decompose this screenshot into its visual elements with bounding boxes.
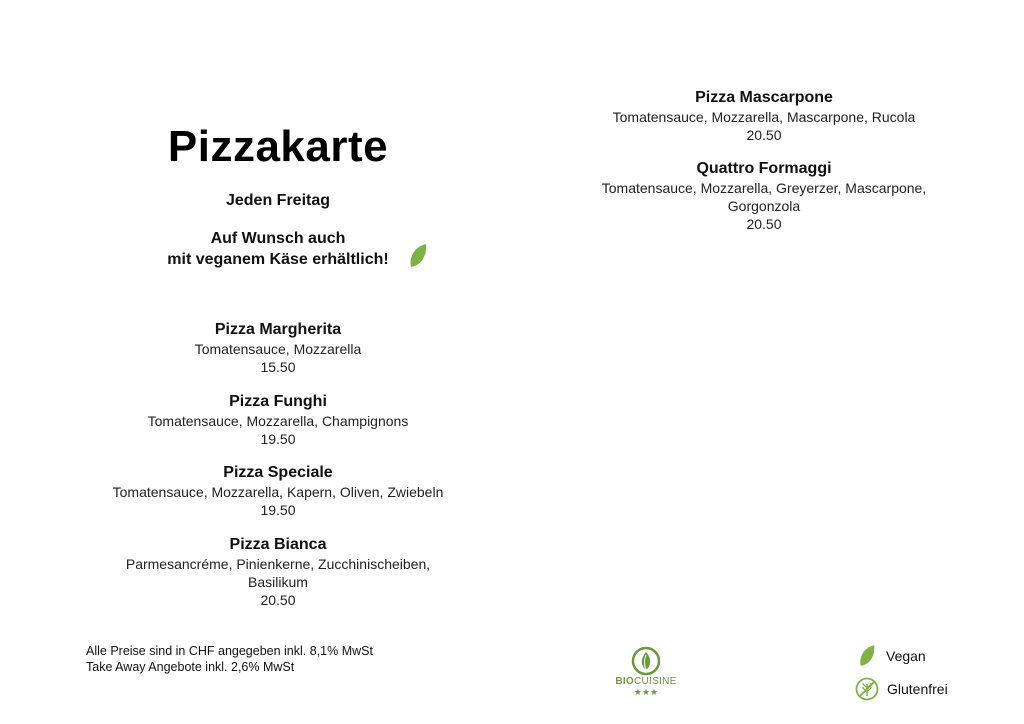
item-price: 20.50: [746, 127, 782, 143]
vegan-note-line2: mit veganem Käse erhältlich!: [167, 251, 389, 268]
item-desc: Tomatensauce, Mozzarella: [194, 341, 362, 357]
item-name: Pizza Funghi: [229, 393, 327, 410]
bio-stars: ★★★: [633, 687, 659, 697]
item-desc: Tomatensauce, Mozzarella, Mascarpone, Rucola: [612, 109, 916, 125]
item-price: 15.50: [260, 359, 296, 375]
page-title: Pizzakarte: [167, 122, 389, 171]
price-footnote: [86, 644, 373, 675]
item-desc: Tomatensauce, Mozzarella, Champignons: [147, 413, 409, 429]
item-desc: Basilikum: [248, 574, 308, 590]
bio-word: BIO: [615, 676, 634, 687]
menu-item: [80, 392, 476, 448]
menu-item: [576, 159, 952, 233]
bio-fine-print: [606, 697, 686, 701]
item-desc: Tomatensauce, Mozzarella, Kapern, Oliven, Zwiebeln: [112, 484, 444, 500]
menu-item: [80, 535, 476, 609]
item-desc: Gorgonzola: [727, 198, 801, 214]
item-price: 20.50: [746, 216, 782, 232]
legend-glutenfree: [855, 677, 948, 701]
item-name: Pizza Speciale: [223, 464, 333, 481]
item-desc: Tomatensauce, Mozzarella, Greyerzer, Mascarpone,: [601, 180, 927, 196]
item-name: Pizza Margherita: [214, 321, 342, 338]
bio-cuisine-label: [606, 676, 686, 687]
item-desc: Parmesancréme, Pinienkerne, Zucchinischeiben,: [125, 556, 431, 572]
menu-item: [576, 88, 952, 144]
legend-glutenfree-label: Glutenfrei: [887, 681, 948, 697]
menu-item: [80, 463, 476, 519]
menu-item: [80, 320, 476, 376]
item-price: 20.50: [260, 592, 296, 608]
bio-cuisine-emblem-icon: [631, 646, 661, 676]
legend-vegan-label: Vegan: [886, 648, 926, 664]
bio-cuisine-logo: [606, 646, 686, 701]
vegan-note-line1: Auf Wunsch auch: [210, 230, 346, 247]
item-name: Pizza Bianca: [229, 536, 327, 553]
item-price: 19.50: [260, 431, 296, 447]
footnote-line2: Take Away Angebote inkl. 2,6% MwSt: [86, 659, 295, 674]
subtitle: Jeden Freitag: [225, 192, 331, 209]
cuisine-word: CUISINE: [634, 676, 677, 687]
item-name: Pizza Mascarpone: [695, 89, 833, 106]
gluten-free-icon: [855, 677, 879, 701]
vegan-leaf-icon: [408, 243, 428, 269]
vegan-leaf-icon: [858, 644, 876, 668]
item-price: 19.50: [260, 502, 296, 518]
item-name: Quattro Formaggi: [696, 160, 832, 177]
footnote-line1: Alle Preise sind in CHF angegeben inkl. 8,1% MwSt: [86, 644, 373, 658]
legend-vegan: [858, 644, 926, 668]
